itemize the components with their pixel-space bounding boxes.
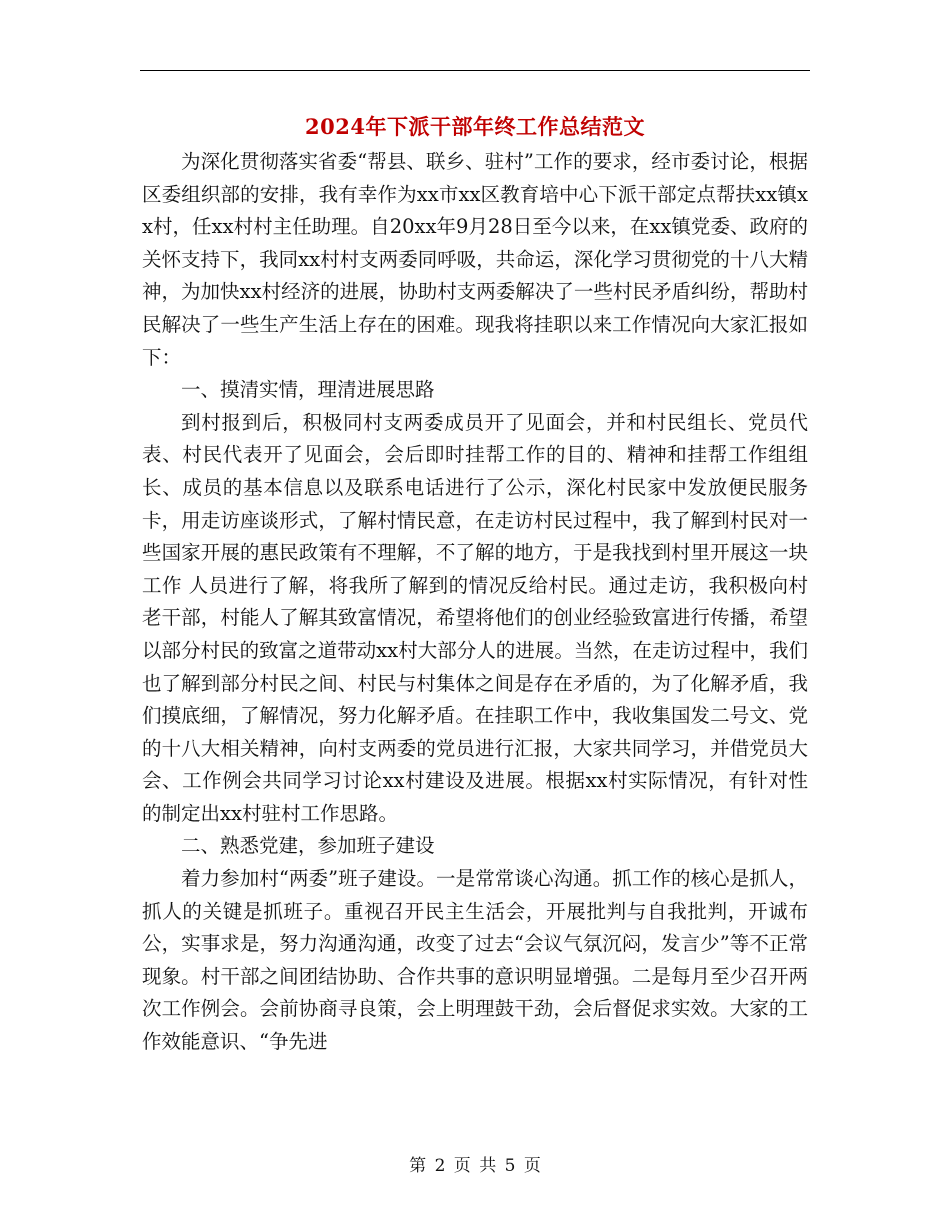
header-rule xyxy=(140,70,810,71)
document-body xyxy=(142,146,808,1059)
section-heading-1: 一、摸清实情，理清进展思路 xyxy=(181,378,435,402)
section-heading-2: 二、熟悉党建，参加班子建设 xyxy=(181,834,435,858)
page-number-footer: 第 2 页 共 5 页 xyxy=(409,1156,541,1176)
paragraph-section-1: 到村报到后，积极同村支两委成员开了见面会，并和村民组长、党员代表、村民代表开了见面会，会后即时挂帮工作的目的、精神和挂帮工作组组长、成员的基本信息以及联系电话进行了公示，深化村民家中发放便民服务卡，用走访座谈形式，了解村情民意，在走访村民过程中，我了解到村民对一些国家开展的惠民政策有不理解，不了解的地方，于是我找到村里开展这一块工作 人员进行了解，将我所了解到的情况反给村民。通过走访，我积极向村老干部，村能人了解其致富情况，希望将他们的创业经验致富进行传播，希望以部分村民的致富之道带动xx村大部分人的进展。当然，在走访过程中，我们也了解到部分村民之间、村民与村集体之间是存在矛盾的，为了化解矛盾，我们摸底细，了解情况，努力化解矛盾。在挂职工作中，我收集国发二号文、党的十八大相关精神，向村支两委的党员进行汇报，大家共同学习，并借党员大会、工作例会共同学习讨论xx村建设及进展。根据xx村实际情况，有针对性的制定出xx村驻村工作思路。 xyxy=(142,410,808,825)
paragraph-section-2: 着力参加村“两委”班子建设。一是常常谈心沟通。抓工作的核心是抓人，抓人的关键是抓班子。重视召开民主生活会，开展批判与自我批判，开诚布公，实事求是，努力沟通沟通，改变了过去“会议气氛沉闷，发言少”等不正常现象。村干部之间团结协助、合作共事的意识明显增强。二是每月至少召开两次工作例会。会前协商寻良策，会上明理鼓干劲，会后督促求实效。大家的工作效能意识、“争先进 xyxy=(142,867,808,1054)
document-title: 2024年下派干部年终工作总结范文 xyxy=(305,114,645,139)
paragraph-intro: 为深化贯彻落实省委“帮县、联乡、驻村”工作的要求，经市委讨论，根据区委组织部的安排，我有幸作为xx市xx区教育培中心下派干部定点帮扶xx镇xx村，任xx村村主任助理。自20xx年9月28日至今以来，在xx镇党委、政府的关怀支持下，我同xx村村支两委同呼吸，共命运，深化学习贯彻党的十八大精神，为加快xx村经济的进展，协助村支两委解决了一些村民矛盾纠纷，帮助村民解决了一些生产生活上存在的困难。现我将挂职以来工作情况向大家汇报如下： xyxy=(142,150,808,369)
